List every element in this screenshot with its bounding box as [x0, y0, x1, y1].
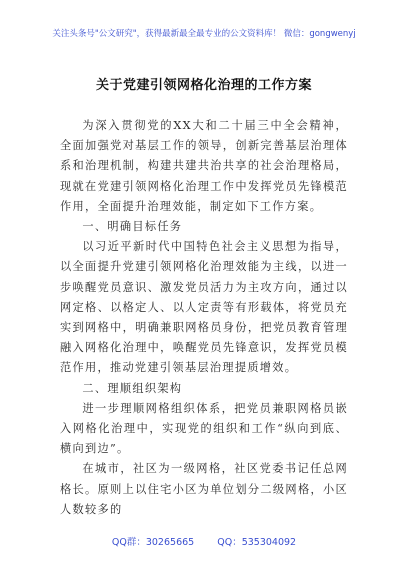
section-heading-1: 一、明确目标任务 — [82, 220, 183, 234]
paragraph-2: 进一步理顺网格组织体系，把党员兼职网格员嵌入网格化治理中，实现党的组织和工作“纵向到底、横向到边”。 — [60, 401, 348, 456]
paragraph-intro: 为深入贯彻党的XX大和二十届三中全会精神，全面加强党对基层工作的领导，创新完善基层治理体系和治理机制，构建共建共治共享的社会治理格局，现就在党建引领网格化治理工作中发挥党员先锋模范作用，全面提升治理效能，制定如下工作方案。 — [60, 119, 348, 213]
qq-number-text: QQ：535304092 — [217, 537, 297, 548]
paragraph-3: 在城市，社区为一级网格，社区党委书记任总网格长。原则上以住宅小区为单位划分二级网格，小区人数较多的 — [60, 462, 348, 516]
document-title: 关于党建引领网格化治理的工作方案 — [95, 78, 312, 93]
qq-group-text: QQ群：30265665 — [111, 537, 195, 548]
document-body — [60, 116, 348, 520]
footer-contact — [0, 534, 408, 548]
paragraph-1: 以习近平新时代中国特色社会主义思想为指导，以全面提升党建引领网格化治理效能为主线，以进一步唤醒党员意识、激发党员活力为主攻方向，通过以网定格、以格定人、以人定责等有形载体，将党员充实到网格中，明确兼职网格员身份，把党员教育管理融入网格化治理中，唤醒党员先锋意识，发挥党员模范作用，推动党建引领基层治理提质增效。 — [60, 240, 348, 375]
section-heading-2: 二、理顺组织架构 — [82, 381, 183, 395]
header-banner: 关注头条号"公文研究"，获得最新最全最专业的公文资料库！ 微信：gongwenyj — [52, 29, 356, 39]
